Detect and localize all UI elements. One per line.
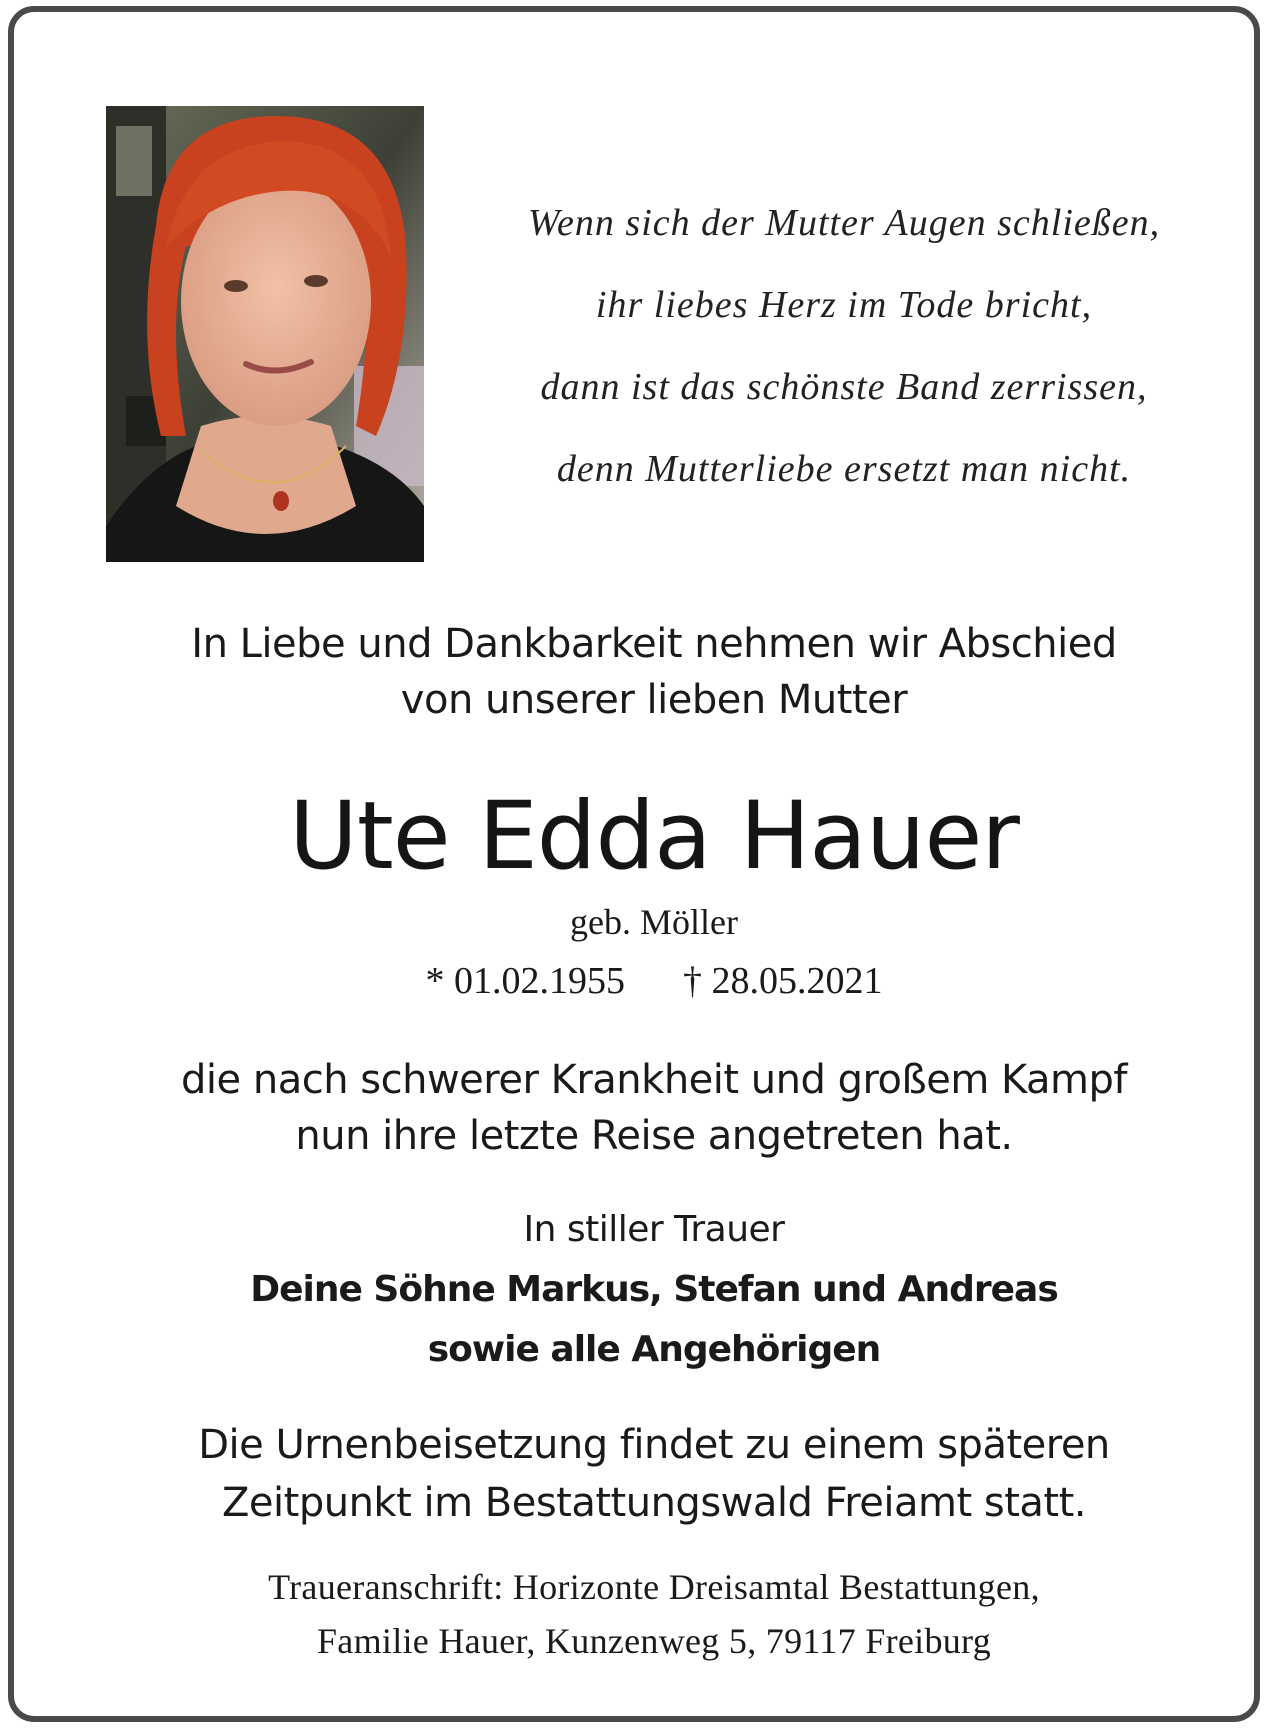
farewell-intro-line: von unserer lieben Mutter bbox=[400, 677, 908, 723]
poem-line: Wenn sich der Mutter Augen schließen, bbox=[527, 202, 1161, 244]
maiden-name: geb. Möller bbox=[570, 902, 738, 942]
memorial-poem bbox=[484, 182, 1204, 510]
mourners-line: Deine Söhne Markus, Stefan und Andreas bbox=[250, 1269, 1058, 1310]
life-dates bbox=[74, 956, 1234, 1006]
mourners-list bbox=[74, 1260, 1234, 1380]
mourners-line: sowie alle Angehörigen bbox=[427, 1329, 881, 1370]
illness-text bbox=[74, 1052, 1234, 1164]
death-date: † 28.05.2021 bbox=[683, 960, 883, 1002]
notice-frame bbox=[8, 6, 1260, 1722]
address-line: Familie Hauer, Kunzenweg 5, 79117 Freiburg bbox=[316, 1621, 991, 1661]
poem-line: denn Mutterliebe ersetzt man nicht. bbox=[556, 448, 1132, 490]
poem-line: dann ist das schönste Band zerrissen, bbox=[540, 366, 1148, 408]
address-line: Traueranschrift: Horizonte Dreisamtal Bestattungen, bbox=[268, 1567, 1040, 1607]
farewell-intro-line: In Liebe und Dankbarkeit nehmen wir Abschied bbox=[191, 621, 1117, 667]
portrait-illustration bbox=[106, 106, 424, 562]
burial-line: Die Urnenbeisetzung findet zu einem späteren bbox=[198, 1422, 1110, 1468]
illness-line: nun ihre letzte Reise angetreten hat. bbox=[295, 1113, 1013, 1159]
portrait-photo bbox=[106, 106, 424, 562]
mourning-intro: In stiller Trauer bbox=[523, 1209, 785, 1250]
deceased-name: Ute Edda Hauer bbox=[289, 782, 1019, 891]
burial-line: Zeitpunkt im Bestattungswald Freiamt statt. bbox=[222, 1480, 1086, 1526]
mourning-address bbox=[74, 1560, 1234, 1668]
farewell-intro bbox=[74, 616, 1234, 728]
birth-date: * 01.02.1955 bbox=[425, 960, 625, 1002]
illness-line: die nach schwerer Krankheit und großem Kampf bbox=[181, 1057, 1127, 1103]
burial-notice bbox=[74, 1416, 1234, 1532]
poem-line: ihr liebes Herz im Tode bricht, bbox=[595, 284, 1093, 326]
